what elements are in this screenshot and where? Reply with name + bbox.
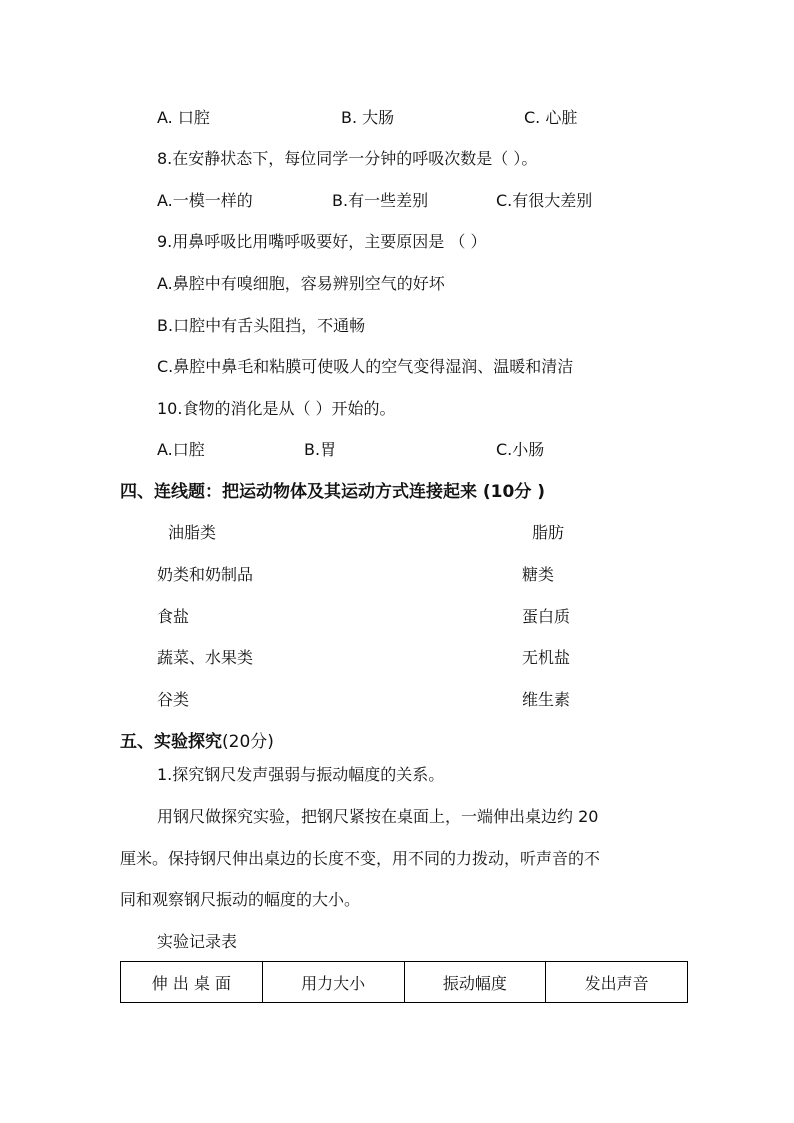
q9-option-b: B.口腔中有舌头阻挡，不通畅	[157, 316, 366, 335]
section5-paragraph-line: 同和观察钢尺振动的幅度的大小。	[120, 890, 361, 909]
match-right-item[interactable]: 维生素	[522, 690, 571, 709]
table-caption: 实验记录表	[157, 932, 238, 951]
experiment-record-table	[120, 961, 688, 1003]
q9-option-a: A.鼻腔中有嗅细胞，容易辨别空气的好坏	[157, 274, 445, 293]
match-right-item[interactable]: 糖类	[522, 565, 555, 584]
table-header-cell: 发出声音	[546, 962, 688, 1003]
match-right-item[interactable]: 蛋白质	[522, 607, 571, 626]
q10-stem: 10.食物的消化是从（ ）开始的。	[157, 399, 396, 418]
section5-score: (20分)	[222, 732, 274, 752]
match-right-item[interactable]: 无机盐	[522, 648, 571, 667]
q7-option-a: A. 口腔	[157, 108, 210, 127]
table-header-cell: 伸 出 桌 面	[121, 962, 263, 1003]
q8-option-a: A.一模一样的	[157, 191, 253, 210]
match-right-item[interactable]: 脂肪	[532, 523, 565, 542]
section5-paragraph-line: 用钢尺做探究实验，把钢尺紧按在桌面上，一端伸出桌边约 20	[157, 807, 599, 826]
table-header-cell: 振动幅度	[404, 962, 546, 1003]
q10-option-c: C.小肠	[496, 440, 545, 459]
match-left-item[interactable]: 奶类和奶制品	[157, 565, 254, 584]
table-row	[121, 962, 688, 1003]
match-left-item[interactable]: 蔬菜、水果类	[157, 648, 254, 667]
q8-stem: 8.在安静状态下，每位同学一分钟的呼吸次数是（ ）。	[157, 149, 538, 168]
section5-title	[120, 731, 274, 753]
q9-stem: 9.用鼻呼吸比用嘴呼吸要好，主要原因是 （ ）	[157, 232, 487, 251]
q10-option-b: B.胃	[304, 440, 337, 459]
match-left-item[interactable]: 食盐	[157, 607, 190, 626]
q8-option-b: B.有一些差别	[332, 191, 429, 210]
section5-paragraph-line: 厘米。保持钢尺伸出桌边的长度不变，用不同的力拨动，听声音的不	[120, 849, 601, 868]
q7-option-c: C. 心脏	[524, 108, 578, 127]
table-header-cell: 用力大小	[262, 962, 404, 1003]
q8-option-c: C.有很大差别	[496, 191, 593, 210]
q10-option-a: A.口腔	[157, 440, 205, 459]
match-left-item[interactable]: 谷类	[157, 690, 190, 709]
q7-option-b: B. 大肠	[341, 108, 395, 127]
section5-q1: 1.探究钢尺发声强弱与振动幅度的关系。	[157, 765, 445, 784]
section4-title: 四、连线题：把运动物体及其运动方式连接起来 (10分 )	[120, 482, 546, 502]
match-left-item[interactable]: 油脂类	[168, 523, 217, 542]
section5-title-text: 五、实验探究	[120, 732, 222, 752]
q9-option-c: C.鼻腔中鼻毛和粘膜可使吸人的空气变得湿润、温暖和清洁	[157, 357, 574, 376]
